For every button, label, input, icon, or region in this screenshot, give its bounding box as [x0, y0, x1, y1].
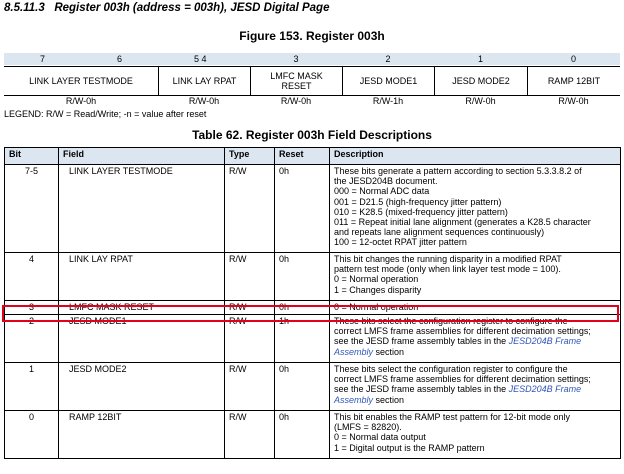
row-reset: 0h — [275, 363, 330, 411]
row-type: R/W — [225, 411, 275, 459]
desc-line: 0 = Normal operation — [334, 302, 419, 312]
frame-assembly-link[interactable]: Assembly — [334, 346, 374, 357]
table-title: Table 62. Register 003h Field Descriptions — [192, 128, 432, 142]
desc-line: 000 = Normal ADC data — [334, 186, 430, 197]
desc-line: These bits generate a pattern according to section 5.3.3.8.2 of — [334, 166, 582, 176]
table-header-row — [5, 148, 621, 165]
header-bit: Bit — [5, 148, 59, 165]
register-field-ramp-12bit: RAMP 12BIT — [527, 67, 620, 95]
desc-line-with-link — [334, 336, 616, 346]
register-field-link-lay-rpat: LINK LAY RPAT — [158, 67, 250, 95]
desc-line: correct LMFS frame assemblies for different decimation settings; — [334, 374, 591, 385]
bit-number: 5 — [193, 54, 199, 64]
row-bit: 2 — [5, 315, 59, 363]
row-reset: 0h — [275, 253, 330, 301]
frame-assembly-link[interactable]: JESD204B Frame — [508, 336, 582, 347]
frame-assembly-link[interactable]: Assembly — [334, 394, 374, 405]
header-description: Description — [330, 148, 621, 165]
row-bit: 0 — [5, 411, 59, 459]
row-description — [330, 363, 621, 411]
field-access: R/W-0h — [465, 96, 496, 106]
register-field-jesd-mode2: JESD MODE2 — [434, 67, 527, 95]
row-description — [330, 301, 621, 315]
row-type: R/W — [225, 315, 275, 363]
row-field: LINK LAY RPAT — [59, 253, 225, 301]
row-reset: 0h — [275, 411, 330, 459]
table-row — [5, 315, 621, 363]
table-row — [5, 363, 621, 411]
row-description — [330, 253, 621, 301]
section-heading — [4, 2, 329, 14]
desc-line-with-link — [334, 347, 616, 357]
field-access: R/W-1h — [372, 96, 404, 106]
desc-line: 010 = K28.5 (mixed-frequency jitter pattern) — [334, 206, 508, 217]
section-number: 8.5.11.3 — [4, 2, 45, 14]
desc-line: 1 = Changes disparity — [334, 284, 422, 295]
desc-line-with-link — [334, 395, 616, 405]
row-field: LMFC MASK RESET — [59, 301, 225, 315]
row-field: JESD MODE2 — [59, 363, 225, 411]
table-row — [5, 165, 621, 253]
desc-text: section — [373, 394, 405, 405]
desc-line: and repeats lane alignment sequences continuously) — [334, 227, 545, 238]
desc-line: 1 = Digital output is the RAMP pattern — [334, 442, 485, 453]
field-access: R/W-0h — [558, 96, 589, 106]
row-description — [330, 411, 621, 459]
field-access: R/W-0h — [280, 96, 312, 106]
figure-title: Figure 153. Register 003h — [239, 29, 385, 43]
table-row — [5, 253, 621, 301]
row-description — [330, 315, 621, 363]
row-bit: 7-5 — [5, 165, 59, 253]
desc-line: 001 = D21.5 (high-frequency jitter pattern) — [334, 196, 502, 207]
section-title: Register 003h (address = 003h), JESD Digital Page — [54, 2, 330, 14]
desc-line: 011 = Repeat initial lane alignment (generates a K28.5 character — [334, 217, 591, 228]
register-access-row — [4, 95, 620, 107]
desc-line: correct LMFS frame assemblies for different decimation settings; — [334, 326, 591, 337]
bit-number: 3 — [293, 54, 299, 64]
row-field: JESD MODE1 — [59, 315, 225, 363]
bit-number: 1 — [477, 54, 483, 64]
bit-number: 6 — [116, 54, 122, 64]
row-field: LINK LAYER TESTMODE — [59, 165, 225, 253]
desc-line: 100 = 12-octet RPAT jitter pattern — [334, 237, 467, 248]
field-description-table — [4, 147, 621, 459]
bit-number: 4 — [201, 54, 207, 64]
frame-assembly-link[interactable]: JESD204B Frame — [508, 384, 582, 395]
desc-line: This bit changes the running disparity in a modified RPAT — [334, 254, 562, 264]
bit-number: 0 — [570, 54, 576, 64]
bit-number: 7 — [39, 54, 45, 64]
register-fields-row — [4, 66, 620, 96]
header-field: Field — [59, 148, 225, 165]
desc-text: section — [373, 346, 405, 357]
row-bit: 1 — [5, 363, 59, 411]
desc-line: (LMFS = 82820). — [334, 422, 402, 433]
desc-line: These bits select the configuration register to configure the — [334, 316, 568, 326]
desc-line: These bits select the configuration register to configure the — [334, 364, 568, 374]
row-bit: 3 — [5, 301, 59, 315]
legend: LEGEND: R/W = Read/Write; -n = value after reset — [4, 109, 207, 119]
field-access: R/W-0h — [65, 96, 97, 106]
table-row — [5, 411, 621, 459]
row-description — [330, 165, 621, 253]
desc-line: This bit enables the RAMP test pattern for 12-bit mode only — [334, 412, 570, 422]
desc-text: see the JESD frame assembly tables in the — [334, 384, 507, 395]
row-bit: 4 — [5, 253, 59, 301]
bit-number: 2 — [385, 54, 391, 64]
row-type: R/W — [225, 165, 275, 253]
table-row — [5, 301, 621, 315]
row-type: R/W — [225, 253, 275, 301]
row-type: R/W — [225, 301, 275, 315]
row-reset: 0h — [275, 165, 330, 253]
register-field-jesd-mode1: JESD MODE1 — [342, 67, 434, 95]
desc-text: see the JESD frame assembly tables in the — [334, 336, 507, 347]
register-bit-numbers — [4, 53, 620, 65]
row-reset: 0h — [275, 301, 330, 315]
desc-line: pattern test mode (only when link layer test mode = 100). — [334, 264, 561, 275]
field-access: R/W-0h — [188, 96, 220, 106]
desc-line: the JESD204B document. — [334, 176, 438, 187]
desc-line: 0 = Normal data output — [334, 432, 426, 443]
register-field-link-layer-testmode: LINK LAYER TESTMODE — [29, 76, 133, 86]
row-reset: 1h — [275, 315, 330, 363]
header-type: Type — [225, 148, 275, 165]
register-field-lmfc-mask-reset: LMFC MASK RESET — [250, 67, 342, 95]
row-type: R/W — [225, 363, 275, 411]
desc-line: 0 = Normal operation — [334, 274, 419, 285]
header-reset: Reset — [275, 148, 330, 165]
row-field: RAMP 12BIT — [59, 411, 225, 459]
desc-line-with-link — [334, 384, 616, 394]
